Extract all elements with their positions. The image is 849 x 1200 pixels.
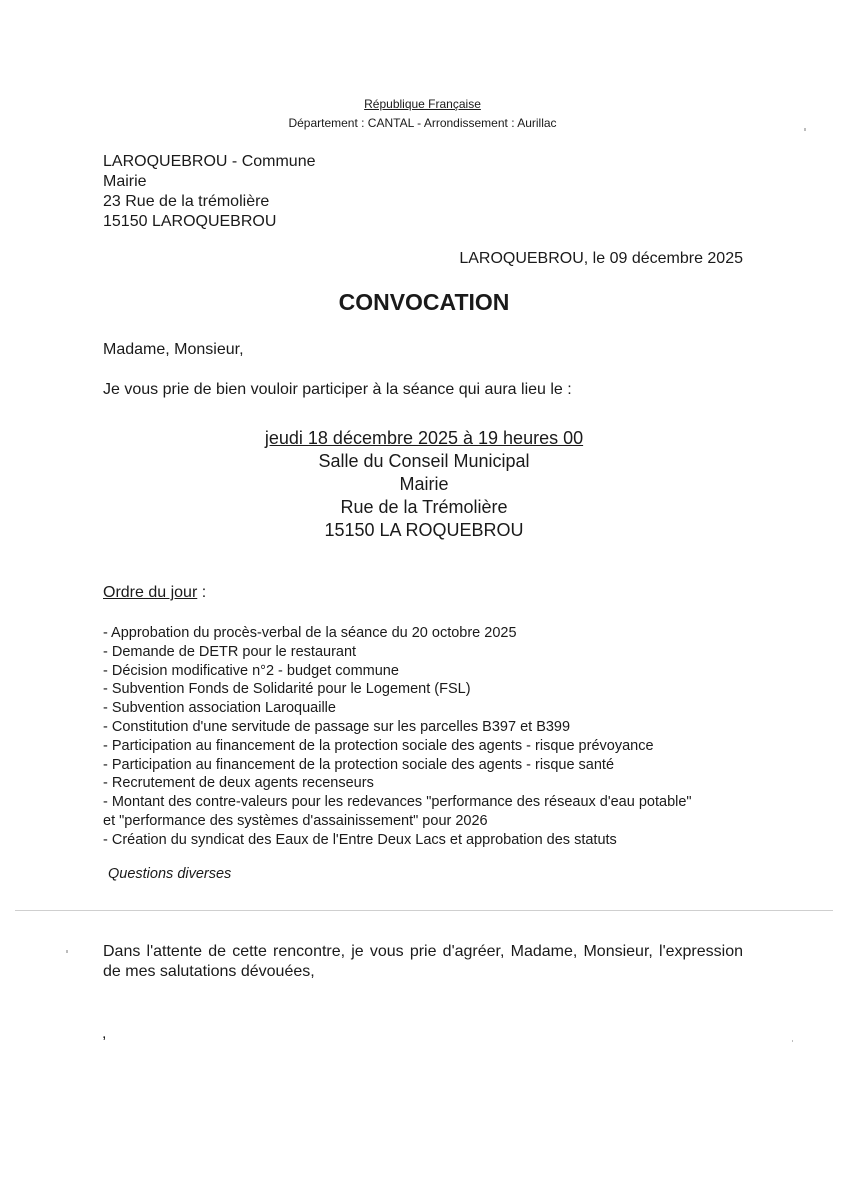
sender-line: 15150 LAROQUEBROU bbox=[103, 213, 277, 230]
greeting: Madame, Monsieur, bbox=[103, 341, 244, 358]
stray-mark: , bbox=[102, 1025, 107, 1042]
scan-speck bbox=[792, 1040, 793, 1042]
meeting-datetime: jeudi 18 décembre 2025 à 19 heures 00 bbox=[264, 428, 584, 448]
agenda-item: - Subvention association Laroquaille bbox=[103, 700, 336, 717]
meeting-building: Mairie bbox=[399, 474, 449, 494]
agenda-item: - Création du syndicat des Eaux de l'Entre Deux Lacs et approbation des statuts bbox=[103, 831, 617, 848]
republic-heading: République Française bbox=[364, 97, 481, 111]
agenda-item: - Subvention Fonds de Solidarité pour le Logement (FSL) bbox=[103, 681, 471, 698]
agenda-item: - Décision modificative n°2 - budget commune bbox=[103, 662, 399, 679]
agenda-heading-colon: : bbox=[197, 584, 207, 601]
agenda-item: - Constitution d'une servitude de passage sur les parcelles B397 et B399 bbox=[103, 718, 571, 735]
meeting-street: Rue de la Trémolière bbox=[340, 497, 508, 517]
agenda-item: - Recrutement de deux agents recenseurs bbox=[103, 775, 374, 792]
sender-line: LAROQUEBROU - Commune bbox=[103, 153, 316, 170]
date-line: LAROQUEBROU, le 09 décembre 2025 bbox=[459, 250, 743, 267]
closing-paragraph: Dans l'attente de cette rencontre, je vous prie d'agréer, Madame, Monsieur, l'expression de mes salutations dévouées, bbox=[103, 943, 743, 980]
document-title: CONVOCATION bbox=[338, 289, 510, 315]
scan-speck bbox=[804, 128, 806, 131]
department-line: Département : CANTAL - Arrondissement : Aurillac bbox=[288, 116, 557, 130]
agenda-item: - Approbation du procès-verbal de la séance du 20 octobre 2025 bbox=[103, 625, 517, 641]
agenda-heading-label: Ordre du jour bbox=[103, 584, 198, 601]
sender-line: Mairie bbox=[103, 173, 147, 190]
meeting-details bbox=[0, 427, 848, 542]
scan-speck bbox=[66, 950, 68, 953]
intro-text: Je vous prie de bien vouloir participer à la séance qui aura lieu le : bbox=[103, 381, 572, 398]
meeting-city: 15150 LA ROQUEBROU bbox=[324, 520, 524, 540]
scan-fold-line bbox=[15, 910, 833, 911]
meeting-room: Salle du Conseil Municipal bbox=[318, 451, 530, 471]
agenda-item: - Participation au financement de la protection sociale des agents - risque santé bbox=[103, 756, 615, 773]
agenda-item: - Demande de DETR pour le restaurant bbox=[103, 643, 357, 660]
agenda-list bbox=[103, 624, 692, 850]
agenda-item: - Participation au financement de la protection sociale des agents - risque prévoyance bbox=[103, 737, 654, 754]
agenda-item-continuation: et "performance des systèmes d'assainissement" pour 2026 bbox=[103, 812, 488, 829]
agenda-heading bbox=[103, 584, 206, 602]
questions-diverses: Questions diverses bbox=[108, 866, 232, 882]
agenda-item: - Montant des contre-valeurs pour les redevances "performance des réseaux d'eau potable" bbox=[103, 794, 692, 811]
sender-address bbox=[103, 152, 316, 232]
sender-line: 23 Rue de la trémolière bbox=[103, 193, 270, 210]
